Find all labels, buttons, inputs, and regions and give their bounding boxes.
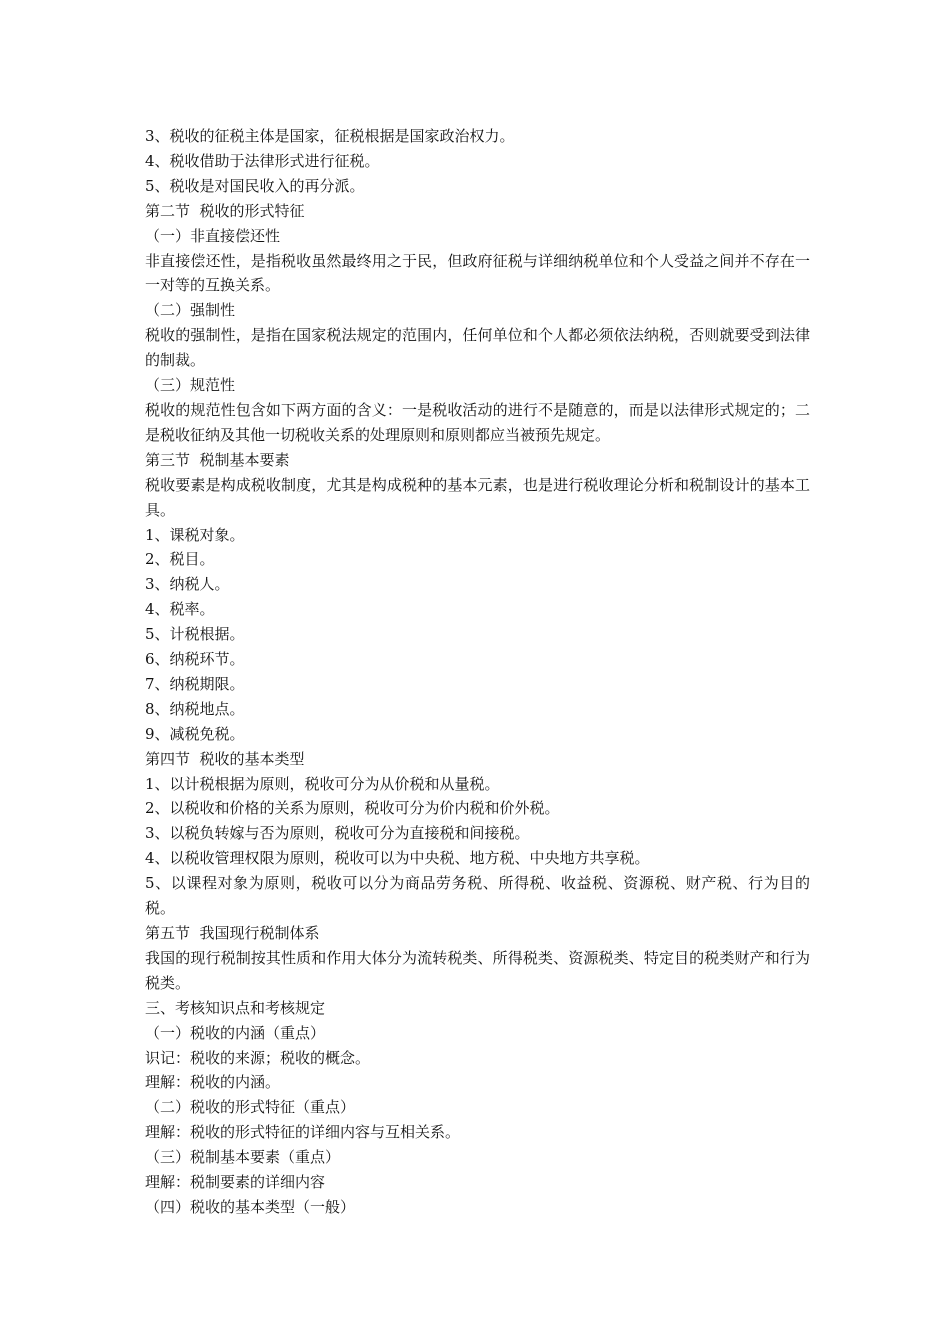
text-line: 理解：税制要素的详细内容	[145, 1173, 326, 1192]
text-line: 识记：税收的来源；税收的概念。	[145, 1048, 371, 1067]
section-heading: 第三节 税制基本要素	[145, 450, 290, 469]
text-line: 3、税收的征税主体是国家，征税根据是国家政治权力。	[145, 127, 515, 145]
list-item: 6、纳税环节。	[145, 650, 245, 669]
subsection-heading: （二）强制性	[145, 301, 236, 320]
subsection-heading: （一）税收的内涵（重点）	[145, 1023, 326, 1042]
list-item: 2、以税收和价格的关系为原则，税收可分为价内税和价外税。	[145, 799, 560, 818]
paragraph: 非直接偿还性，是指税收虽然最终用之于民，但政府征税与详细纳税单位和个人受益之间并不存在一一对等的互换关系。	[145, 251, 810, 295]
text-line: 5、税收是对国民收入的再分派。	[145, 176, 365, 195]
list-item: 8、纳税地点。	[145, 699, 245, 718]
list-item: 7、纳税期限。	[145, 674, 245, 693]
section-heading: 第二节 税收的形式特征	[145, 201, 305, 220]
list-item: 4、以税收管理权限为原则，税收可以为中央税、地方税、中央地方共享税。	[145, 849, 650, 868]
section-heading: 第五节 我国现行税制体系	[145, 924, 320, 942]
list-item: 5、以课程对象为原则，税收可以分为商品劳务税、所得税、收益税、资源税、财产税、行为目的税。	[145, 874, 810, 918]
list-item: 5、计税根据。	[145, 625, 245, 644]
document-body	[145, 124, 810, 1220]
subsection-heading: （一）非直接偿还性	[145, 226, 281, 245]
list-item: 3、纳税人。	[145, 575, 230, 594]
list-item: 9、减税免税。	[145, 724, 245, 743]
subsection-heading: （三）税制基本要素（重点）	[145, 1148, 341, 1167]
paragraph: 税收的规范性包含如下两方面的含义：一是税收活动的进行不是随意的，而是以法律形式规定的；二是税收征纳及其他一切税收关系的处理原则和原则都应当被预先规定。	[145, 400, 810, 444]
paragraph: 税收的强制性，是指在国家税法规定的范围内，任何单位和个人都必须依法纳税，否则就要受到法律的制裁。	[145, 326, 810, 370]
text-line: 理解：税收的形式特征的详细内容与互相关系。	[145, 1123, 461, 1142]
list-item: 4、税率。	[145, 600, 215, 619]
list-item: 3、以税负转嫁与否为原则，税收可分为直接税和间接税。	[145, 824, 530, 843]
list-item: 1、课税对象。	[145, 525, 245, 544]
section-heading: 三、考核知识点和考核规定	[145, 998, 326, 1017]
subsection-heading: （二）税收的形式特征（重点）	[145, 1098, 356, 1117]
list-item: 2、税目。	[145, 550, 215, 569]
paragraph: 税收要素是构成税收制度，尤其是构成税种的基本元素，也是进行税收理论分析和税制设计的基本工具。	[145, 475, 810, 519]
section-heading: 第四节 税收的基本类型	[145, 749, 305, 768]
subsection-heading: （三）规范性	[145, 376, 236, 395]
text-line: 理解：税收的内涵。	[145, 1073, 281, 1092]
list-item: 1、以计税根据为原则，税收可分为从价税和从量税。	[145, 774, 500, 793]
paragraph: 我国的现行税制按其性质和作用大体分为流转税类、所得税类、资源税类、特定目的税类财产和行为税类。	[145, 948, 810, 992]
text-line: 4、税收借助于法律形式进行征税。	[145, 151, 380, 170]
subsection-heading: （四）税收的基本类型（一般）	[145, 1197, 356, 1216]
